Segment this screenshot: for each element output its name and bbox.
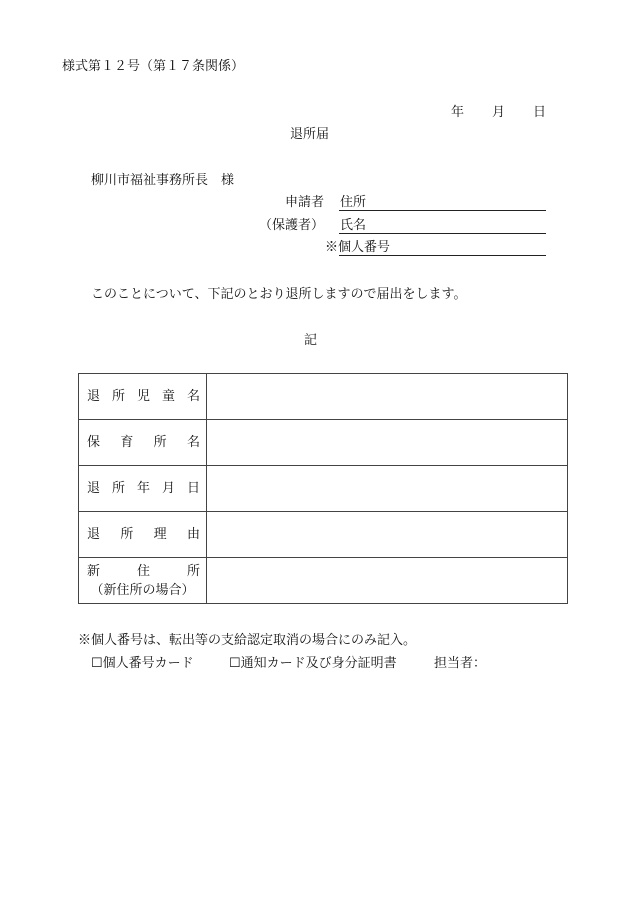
row-label <box>79 374 207 420</box>
document-title: 退所届 <box>290 127 330 142</box>
child-name-field[interactable] <box>207 374 568 420</box>
nursery-name-field[interactable] <box>207 420 568 466</box>
label-text: 新 住 所 <box>87 563 200 579</box>
mynumber-line[interactable] <box>339 255 546 256</box>
addressee: 柳川市福祉事務所長 様 <box>91 173 235 188</box>
name-label: 氏名 <box>340 218 367 233</box>
table-row <box>79 558 568 604</box>
row-label <box>79 558 207 604</box>
table-row <box>79 374 568 420</box>
label-text: 保 育 所 名 <box>87 435 200 450</box>
address-label: 住所 <box>340 195 367 210</box>
row-label <box>79 466 207 512</box>
withdrawal-date-field[interactable] <box>207 466 568 512</box>
table-row <box>79 512 568 558</box>
date-year: 年 <box>451 105 465 120</box>
applicant-role: 申請者 <box>285 195 325 210</box>
row-label <box>79 512 207 558</box>
applicant-role-sub: （保護者） <box>259 218 325 233</box>
staff-label: 担当者： <box>434 656 487 671</box>
date-day: 日 <box>533 105 547 120</box>
table-row <box>79 420 568 466</box>
mynumber-note: ※個人番号は、転出等の支給認定取消の場合にのみ記入。 <box>78 633 417 648</box>
withdrawal-reason-field[interactable] <box>207 512 568 558</box>
table-row <box>79 466 568 512</box>
checkbox-notice-card[interactable]: ☐通知カード及び身分証明書 <box>229 656 397 671</box>
checkbox-mynumber-card[interactable]: ☐個人番号カード <box>91 656 194 671</box>
mynumber-label: ※個人番号 <box>325 240 391 255</box>
label-text: 退 所 理 由 <box>87 527 200 542</box>
name-line[interactable] <box>339 233 546 234</box>
date-month: 月 <box>492 105 506 120</box>
statement: このことについて、下記のとおり退所しますので届出をします。 <box>91 287 467 302</box>
form-table <box>78 373 568 604</box>
form-number: 様式第１２号（第１７条関係） <box>62 59 245 74</box>
label-subtext: （新住所の場合） <box>90 582 195 598</box>
row-label <box>79 420 207 466</box>
address-line[interactable] <box>339 210 546 211</box>
new-address-field[interactable] <box>207 558 568 604</box>
label-text: 退 所 児 童 名 <box>87 389 200 404</box>
label-text: 退 所 年 月 日 <box>87 481 200 496</box>
ki-heading: 記 <box>304 333 318 348</box>
